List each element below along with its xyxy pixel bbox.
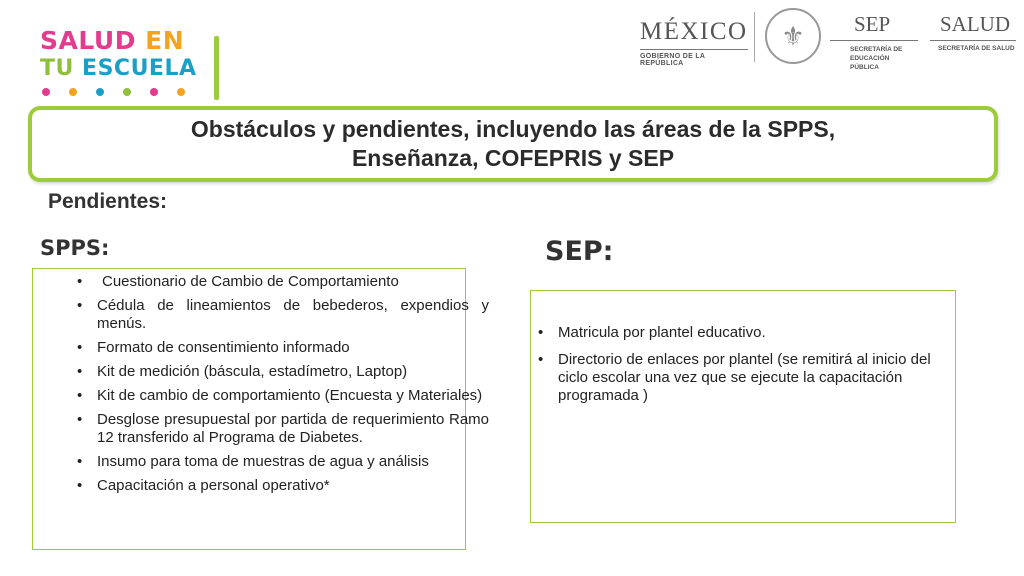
sep-list [558, 324, 948, 414]
spps-box [32, 268, 489, 550]
logo-dot [150, 88, 158, 96]
mexico-subtitle: GOBIERNO DE LA REPÚBLICA [640, 53, 705, 67]
sep-logo-title: SEP [854, 12, 891, 36]
list-item: • Capacitación a personal operativo* [97, 477, 489, 495]
logo-dot [177, 88, 185, 96]
sep-logo-rule [830, 40, 918, 41]
title-box [28, 106, 998, 182]
logo-line-1 [40, 26, 184, 55]
logo-line-2 [40, 56, 197, 81]
spps-heading: SPPS: [40, 236, 110, 260]
sep-logo [830, 12, 920, 71]
mexico-title: MÉXICO [640, 18, 748, 45]
list-item: • Kit de cambio de comportamiento (Encuesta y Materiales) [97, 387, 489, 405]
logo-dots [42, 88, 185, 96]
salud-logo-title: SALUD [940, 12, 1011, 36]
page-title-line-2: Enseñanza, COFEPRIS y SEP [351, 145, 675, 171]
list-item: • Matricula por plantel educativo. [558, 324, 948, 342]
list-item: • Cédula de lineamientos de bebederos, expendios y menús. [97, 297, 489, 333]
logo-word-escuela: ESCUELA [82, 56, 197, 81]
sep-heading: SEP: [545, 236, 614, 267]
mexico-logo [640, 12, 750, 66]
list-item: • Formato de consentimiento informado [97, 339, 489, 357]
logo-dot [69, 88, 77, 96]
logo-bar [214, 36, 219, 100]
salud-logo-subtitle: SECRETARÍA DE SALUD [938, 45, 1015, 52]
spps-list [97, 273, 489, 501]
logo-word-en: EN [145, 26, 185, 55]
list-item: • Directorio de enlaces por plantel (se remitirá al inicio del ciclo escolar una vez que se ejecute la capacitación programada ) [558, 351, 948, 405]
list-item: • Cuestionario de Cambio de Comportamiento [97, 273, 489, 291]
logo-word-salud: SALUD [40, 26, 136, 55]
sep-logo-subtitle-2: EDUCACIÓN PÚBLICA [850, 55, 890, 71]
logo-word-tu: TU [40, 56, 74, 81]
list-item: • Desglose presupuestal por partida de requerimiento Ramo 12 transferido al Programa de Diabetes. [97, 411, 489, 447]
list-item: • Kit de medición (báscula, estadímetro, Laptop) [97, 363, 489, 381]
logo-dot [42, 88, 50, 96]
page-title-line-1: Obstáculos y pendientes, incluyendo las áreas de la SPPS, [190, 116, 836, 142]
page-title [191, 115, 835, 173]
salud-logo [930, 12, 1018, 66]
sep-logo-subtitle-1: SECRETARÍA DE [850, 46, 903, 53]
mexico-rule [640, 49, 748, 50]
salud-en-tu-escuela-logo [40, 26, 225, 102]
pendientes-label: Pendientes: [48, 190, 168, 213]
logo-dot [123, 88, 131, 96]
national-seal-icon: ⚜ [765, 8, 821, 64]
header-divider [754, 12, 755, 62]
list-item: • Insumo para toma de muestras de agua y análisis [97, 453, 489, 471]
salud-logo-rule [930, 40, 1016, 41]
sep-box [530, 290, 956, 523]
logo-dot [96, 88, 104, 96]
